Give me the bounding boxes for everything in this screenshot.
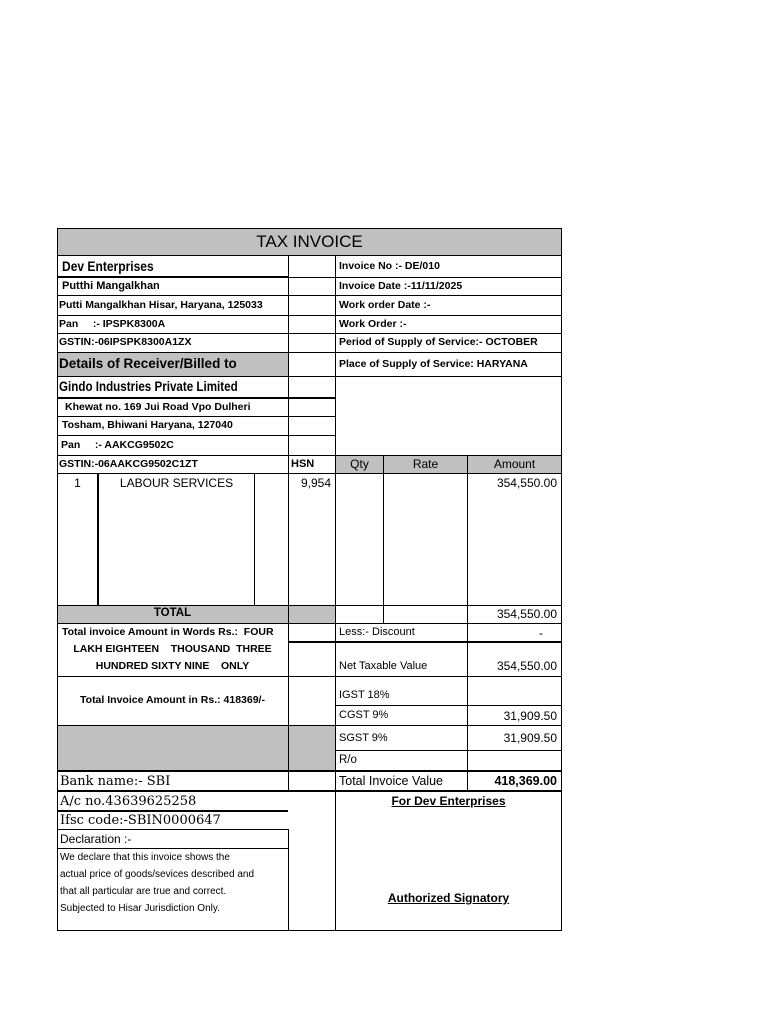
igst-label: IGST 18% xyxy=(339,689,390,701)
rule xyxy=(288,829,289,931)
supply-place: Place of Supply of Service: HARYANA xyxy=(339,357,528,370)
item-qty xyxy=(337,474,382,491)
declaration-line2: actual price of goods/sevices described and xyxy=(60,868,255,880)
item-description: LABOUR SERVICES xyxy=(119,475,234,490)
net-taxable-label: Net Taxable Value xyxy=(339,659,428,672)
invoice-number: Invoice No :- DE/010 xyxy=(339,260,440,273)
receiver-pan: Pan :- AAKCG9502C xyxy=(61,438,174,451)
rule xyxy=(288,641,562,643)
column-header-qty: Qty xyxy=(350,457,369,471)
round-off-value xyxy=(468,751,557,770)
item-amount: 354,550.00 xyxy=(496,475,557,490)
supply-period: Period of Supply of Service:- OCTOBER xyxy=(339,336,538,349)
receiver-heading: Details of Receiver/Billed to xyxy=(59,356,237,372)
sgst-label: SGST 9% xyxy=(339,731,388,744)
rule xyxy=(57,930,562,931)
total-amount-rs: Total Invoice Amount in Rs.: 418369/- xyxy=(80,694,265,707)
bank-name: Bank name:- SBI xyxy=(60,773,171,789)
cgst-value: 31,909.50 xyxy=(503,708,557,723)
igst-value xyxy=(468,686,557,705)
supplier-proprietor: Putthi Mangalkhan xyxy=(62,279,160,292)
rule xyxy=(57,228,58,931)
invoice-date: Invoice Date :-11/11/2025 xyxy=(339,279,463,292)
declaration-heading: Declaration :- xyxy=(60,832,132,846)
blank-band-left xyxy=(57,725,288,771)
grand-total-value: 418,369.00 xyxy=(494,773,557,788)
rule xyxy=(383,455,384,623)
supplier-address: Putti Mangalkhan Hisar, Haryana, 125033 xyxy=(59,299,263,312)
amount-words-line1: Total invoice Amount in Words Rs.: FOUR xyxy=(62,626,274,639)
discount-label: Less:- Discount xyxy=(339,626,415,638)
receiver-name: Gindo Industries Private Limited xyxy=(59,379,238,395)
sgst-value: 31,909.50 xyxy=(503,731,557,745)
declaration-line4: Subjected to Hisar Jurisdiction Only. xyxy=(60,902,220,914)
declaration-line3: that all particular are true and correct. xyxy=(60,885,227,897)
rule xyxy=(254,473,255,605)
item-serial: 1 xyxy=(74,475,81,490)
column-header-rate: Rate xyxy=(412,457,439,471)
total-label: TOTAL xyxy=(153,607,192,620)
column-header-hsn: HSN xyxy=(291,457,315,470)
work-order-date: Work order Date :- xyxy=(339,299,431,312)
cgst-label: CGST 9% xyxy=(339,709,389,721)
declaration-line1: We declare that this invoice shows the xyxy=(60,851,230,863)
receiver-gstin: GSTIN:-06AAKCG9502C1ZT xyxy=(59,457,198,470)
supplier-name: Dev Enterprises xyxy=(62,258,154,274)
bank-ifsc: Ifsc code:-SBIN0000647 xyxy=(60,812,221,828)
grand-total-label: Total Invoice Value xyxy=(339,773,443,788)
rule xyxy=(98,473,99,605)
supplier-gstin: GSTIN:-06IPSPK8300A1ZX xyxy=(59,336,192,349)
rule xyxy=(561,228,562,931)
supplier-pan: Pan :- IPSPK8300A xyxy=(59,317,166,330)
invoice-title: TAX INVOICE xyxy=(256,232,363,251)
blank-band-mid xyxy=(288,725,336,771)
rule xyxy=(335,255,336,931)
bank-account: A/c no.43639625258 xyxy=(60,793,197,809)
amount-words-line3: HUNDRED SIXTY NINE ONLY xyxy=(95,660,250,673)
discount-value: - xyxy=(539,625,543,640)
rule xyxy=(288,255,289,790)
for-company: For Dev Enterprises xyxy=(391,794,506,808)
item-rate xyxy=(385,474,465,491)
work-order: Work Order :- xyxy=(339,317,407,330)
amount-words-line2: LAKH EIGHTEEN THOUSAND THREE xyxy=(73,643,272,656)
column-header-amount: Amount xyxy=(493,457,536,471)
item-hsn: 9,954 xyxy=(300,475,331,490)
round-off-label: R/o xyxy=(339,753,357,766)
total-amount: 354,550.00 xyxy=(496,607,557,621)
receiver-address-line2: Tosham, Bhiwani Haryana, 127040 xyxy=(62,419,233,432)
net-taxable-value: 354,550.00 xyxy=(496,659,557,673)
total-band-hsn xyxy=(288,605,336,623)
receiver-address-line1: Khewat no. 169 Jui Road Vpo Dulheri xyxy=(65,400,251,413)
authorized-signatory: Authorized Signatory xyxy=(387,891,510,905)
